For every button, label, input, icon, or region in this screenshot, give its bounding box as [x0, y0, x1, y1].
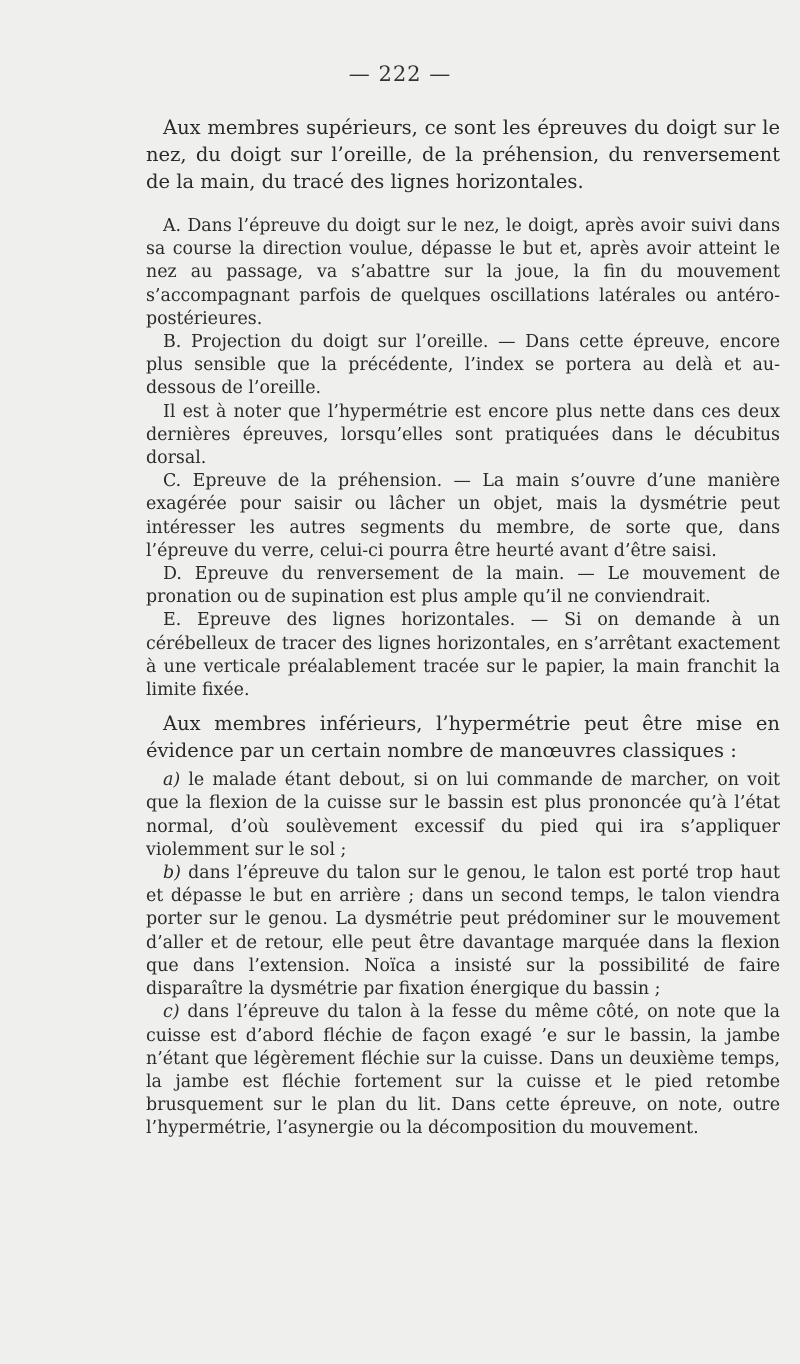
paragraph-upper-limbs-intro: Aux membres supérieurs, ce sont les épreuves du doigt sur le nez, du doigt sur l’oreille, de la préhension, du renversement de la main, du tracé des lignes horizontales.: [146, 116, 780, 193]
paragraph-test-a: A. Dans l’épreuve du doigt sur le nez, le doigt, après avoir suivi dans sa course la direction voulue, dépasse le but et, après avoir atteint le nez au passage, va s’abattre sur la joue, la fin du mouvement s’accompagnant parfois de quelques oscillations latérales ou antéro-postérieures.: [146, 216, 780, 329]
paragraph-test-b: B. Projection du doigt sur l’oreille. — Dans cette épreuve, encore plus sensible que la précédente, l’index se portera au delà et au-dessous de l’oreille.: [146, 332, 780, 399]
list-item-a: [146, 769, 780, 862]
list-text-c: dans l’épreuve du talon à la fesse du même côté, on note que la cuisse est d’abord fléchie de façon exagé ’e sur le bassin, la jambe n’étant que légèrement fléchie sur la cuisse. Dans un deuxième temps, la jambe est fléchie fortement sur la cuisse et le pied retombe brusquement sur le plan du lit. Dans cette épreuve, on note, outre l’hypermétrie, l’asynergie ou la décomposition du mouvement.: [146, 1002, 780, 1139]
page-number: — 222 —: [348, 62, 452, 86]
list-item-c: [146, 1001, 780, 1140]
list-item-b: [146, 862, 780, 1001]
paragraph-test-e: E. Epreuve des lignes horizontales. — Si on demande à un cérébelleux de tracer des lignes horizontales, en s’arrêtant exactement à une verticale préalablement tracée sur le papier, la main franchit la limite fixée.: [146, 610, 780, 701]
paragraph-test-d: D. Epreuve du renversement de la main. — Le mouvement de pronation ou de supination est plus ample qu’il ne conviendrait.: [146, 564, 780, 608]
text-column: [146, 114, 780, 1141]
paragraph-test-c: C. Epreuve de la préhension. — La main s’ouvre d’une manière exagérée pour saisir ou lâcher un objet, mais la dysmétrie peut intéresser les autres segments du membre, de sorte que, dans l’épreuve du verre, celui-ci pourra être heurté avant d’être saisi.: [146, 471, 780, 561]
list-label-a: a): [163, 770, 181, 791]
list-text-a: le malade étant debout, si on lui commande de marcher, on voit que la flexion de la cuisse sur le bassin est plus prononcée qu’à l’état normal, d’où soulèvement excessif du pied qui ira s’appliquer violemment sur le sol ;: [146, 770, 780, 860]
list-label-b: b): [163, 863, 181, 884]
list-label-c: c): [163, 1002, 180, 1023]
paragraph-lower-limbs-intro: Aux membres inférieurs, l’hypermétrie peut être mise en évidence par un certain nombre de manœuvres classiques :: [146, 712, 780, 763]
paragraph-note: Il est à noter que l’hypermétrie est encore plus nette dans ces deux dernières épreuves, lorsqu’elles sont pratiquées dans le décubitus dorsal.: [146, 401, 780, 469]
list-text-b: dans l’épreuve du talon sur le genou, le talon est porté trop haut et dépasse le but en arrière ; dans un second temps, le talon viendra porter sur le genou. La dysmétrie peut prédominer sur le mouvement d’aller et de retour, elle peut être davantage marquée dans la flexion que dans l’extension. Noïca a insisté sur la possibilité de faire disparaître la dysmétrie par fixation énergique du bassin ;: [146, 863, 780, 1000]
